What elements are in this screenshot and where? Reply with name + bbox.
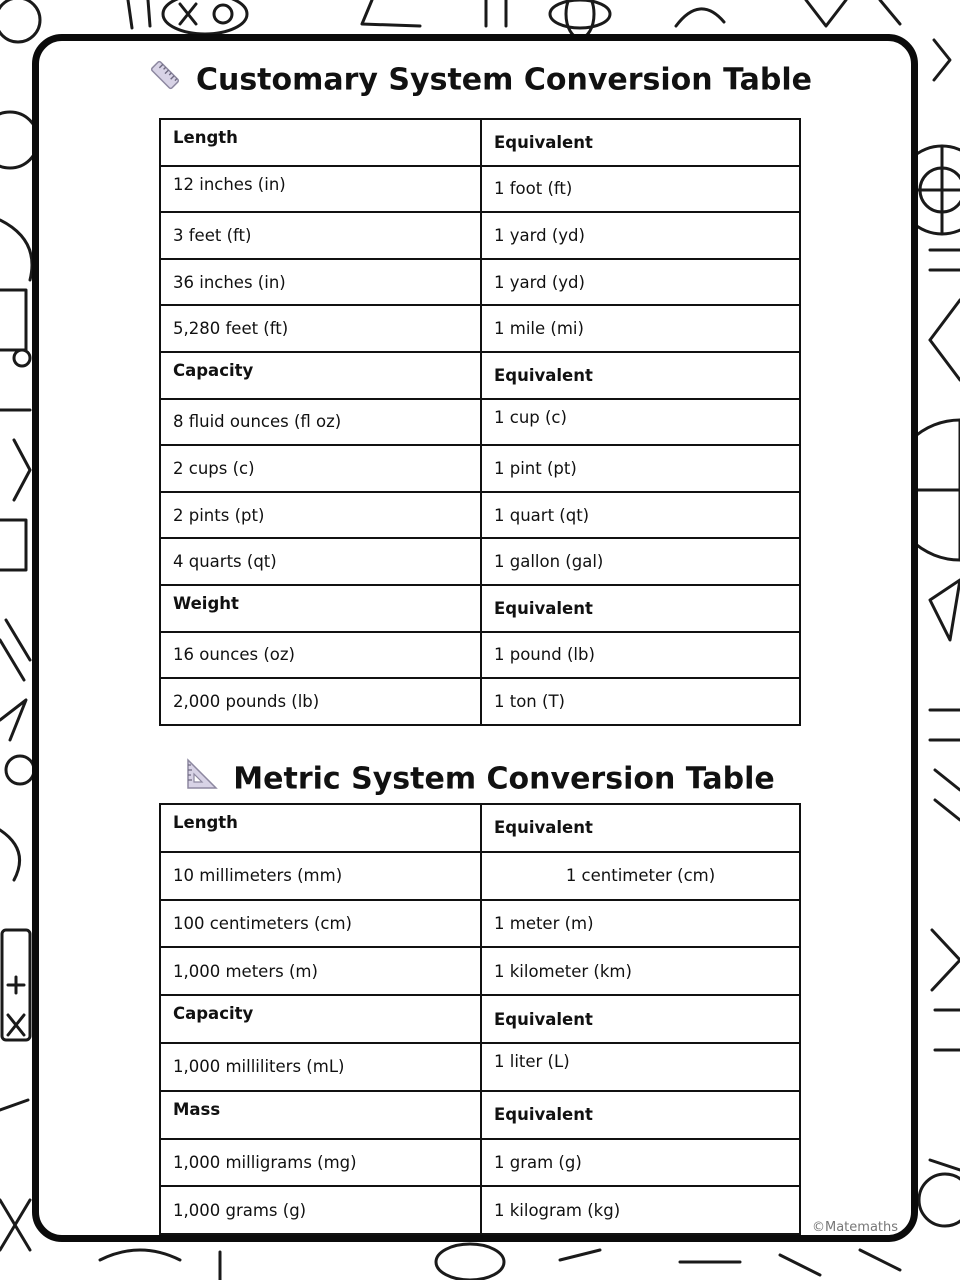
header-cell-left: Length (160, 804, 481, 852)
doodle-bars-icon (486, 0, 506, 26)
doodle-box-left-icon (0, 520, 26, 570)
table-cell-left: 100 centimeters (cm) (160, 900, 481, 948)
customary-section-title (0, 58, 960, 98)
doodle-bottom-lines-icon (560, 1250, 740, 1262)
table-cell-right: 1 yard (yd) (481, 212, 800, 259)
doodle-pipe-icon (935, 1010, 960, 1050)
table-cell-left: 2 pints (pt) (160, 492, 481, 539)
table-cell-left: 16 ounces (oz) (160, 632, 481, 679)
table-cell-right: 1 meter (m) (481, 900, 800, 948)
table-header-row (160, 1091, 800, 1139)
table-cell-left: 10 millimeters (mm) (160, 852, 481, 900)
ruler-icon (148, 58, 182, 103)
doodle-two-circle-icon (919, 1174, 960, 1226)
table-row (160, 900, 800, 948)
table-cell-right: 1 yard (yd) (481, 259, 800, 306)
doodle-x-icon (180, 4, 196, 24)
doodle-bottom-two-icon (436, 1244, 504, 1280)
doodle-atom-icon (550, 0, 610, 28)
table-header-row (160, 352, 800, 399)
table-header-row (160, 119, 800, 166)
table-row (160, 1043, 800, 1091)
table-row (160, 399, 800, 446)
table-row (160, 1139, 800, 1187)
doodle-calculator-left-icon (0, 290, 26, 350)
header-cell-left: Length (160, 119, 481, 166)
table-row (160, 166, 800, 213)
table-cell-left: 36 inches (in) (160, 259, 481, 306)
table-cell-right: 1 gram (g) (481, 1139, 800, 1187)
doodle-pencil-left-icon (0, 620, 30, 680)
metric-conversion-table (159, 803, 801, 1235)
table-cell-right: 1 kilometer (km) (481, 947, 800, 995)
doodle-lightning-icon (0, 700, 26, 740)
header-cell-right: Equivalent (481, 585, 800, 632)
table-cell-right: 1 pint (pt) (481, 445, 800, 492)
table-header-row (160, 995, 800, 1043)
table-header-row (160, 585, 800, 632)
doodle-bottom-waves-icon (100, 1250, 220, 1280)
customary-conversion-table (159, 118, 801, 726)
table-row (160, 305, 800, 352)
doodle-pen-left-icon (0, 1100, 28, 1110)
table-cell-left: 4 quarts (qt) (160, 538, 481, 585)
header-cell-right: Equivalent (481, 1091, 800, 1139)
table-cell-right: 1 liter (L) (481, 1043, 800, 1091)
table-row (160, 1186, 800, 1234)
table-cell-right: 1 pound (lb) (481, 632, 800, 679)
table-cell-right: 1 cup (c) (481, 399, 800, 446)
doodle-chevron-left-icon (0, 830, 20, 880)
doodle-lines-icon (128, 0, 150, 28)
doodle-pie-icon (930, 300, 960, 380)
table-cell-left: 8 fluid ounces (fl oz) (160, 399, 481, 446)
doodle-sparkle-icon (0, 1200, 30, 1250)
table-row (160, 492, 800, 539)
doodle-square-icon (362, 0, 420, 26)
table-row (160, 947, 800, 995)
table-row (160, 445, 800, 492)
header-cell-right: Equivalent (481, 352, 800, 399)
doodle-ruler-right-icon (930, 710, 960, 740)
table-cell-right: 1 kilogram (kg) (481, 1186, 800, 1234)
copyright-text: ©Matemaths (812, 1220, 899, 1235)
table-header-row (160, 804, 800, 852)
header-cell-left: Weight (160, 585, 481, 632)
doodle-o-icon (214, 5, 232, 23)
table-row (160, 259, 800, 306)
table-cell-right: 1 centimeter (cm) (481, 852, 800, 900)
table-cell-left: 2 cups (c) (160, 445, 481, 492)
table-row (160, 678, 800, 725)
doodle-clip-icon (676, 9, 724, 26)
table-cell-right: 1 foot (ft) (481, 166, 800, 213)
table-cell-left: 3 feet (ft) (160, 212, 481, 259)
customary-title-text: Customary System Conversion Table (195, 62, 813, 98)
table-row (160, 632, 800, 679)
table-cell-left: 1,000 milligrams (mg) (160, 1139, 481, 1187)
table-cell-right: 1 gallon (gal) (481, 538, 800, 585)
header-cell-right: Equivalent (481, 995, 800, 1043)
doodle-grid-icon (930, 250, 960, 270)
table-cell-left: 12 inches (in) (160, 166, 481, 213)
table-cell-left: 5,280 feet (ft) (160, 305, 481, 352)
table-row (160, 852, 800, 900)
doodle-tri-right-icon (930, 580, 960, 640)
doodle-flag-icon (0, 410, 30, 500)
doodle-chevron-right-icon (932, 930, 960, 990)
header-cell-left: Capacity (160, 995, 481, 1043)
doodle-scroll-icon (0, 220, 32, 280)
table-cell-right: 1 ton (T) (481, 678, 800, 725)
table-cell-left: 1,000 milliliters (mL) (160, 1043, 481, 1091)
header-cell-left: Capacity (160, 352, 481, 399)
table-cell-right: 1 mile (mi) (481, 305, 800, 352)
table-cell-right: 1 quart (qt) (481, 492, 800, 539)
doodle-loop-icon (163, 0, 247, 34)
table-cell-left: 1,000 meters (m) (160, 947, 481, 995)
header-cell-right: Equivalent (481, 804, 800, 852)
doodle-triangle-icon (806, 0, 846, 26)
doodle-circle-icon (0, 0, 40, 42)
metric-section-title (0, 757, 960, 797)
table-cell-left: 1,000 grams (g) (160, 1186, 481, 1234)
metric-title-text: Metric System Conversion Table (233, 761, 775, 797)
table-row (160, 212, 800, 259)
header-cell-right: Equivalent (481, 119, 800, 166)
header-cell-left: Mass (160, 1091, 481, 1139)
triangular-ruler-icon (185, 757, 219, 802)
table-cell-left: 2,000 pounds (lb) (160, 678, 481, 725)
table-row (160, 538, 800, 585)
